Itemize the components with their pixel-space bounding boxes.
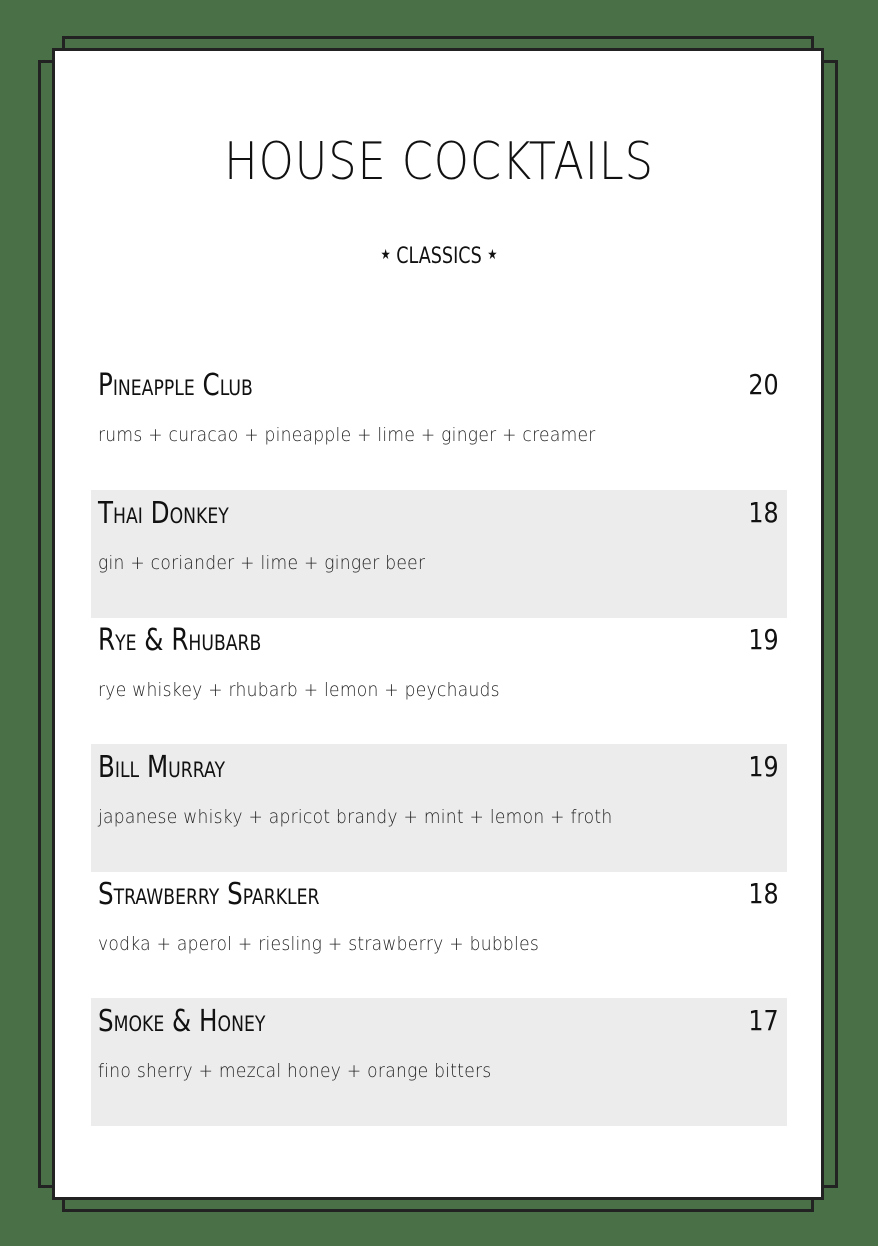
- item-name: Rye & Rhubarb: [98, 623, 262, 658]
- menu-item: [91, 998, 787, 1126]
- star-icon: ★: [487, 247, 498, 263]
- item-name: Pineapple Club: [98, 368, 253, 403]
- item-price: 18: [748, 877, 779, 910]
- item-ingredients: vodka + aperol + riesling + strawberry + bubbles: [98, 933, 540, 955]
- menu-item: [91, 490, 787, 618]
- menu-item: [91, 871, 787, 999]
- item-price: 18: [748, 496, 779, 529]
- section-label: CLASSICS: [396, 244, 482, 269]
- item-ingredients: rums + curacao + pineapple + lime + ginger + creamer: [98, 424, 596, 446]
- item-ingredients: fino sherry + mezcal honey + orange bitters: [98, 1060, 492, 1082]
- star-icon: ★: [380, 247, 391, 263]
- item-price: 17: [748, 1004, 779, 1037]
- menu-title: HOUSE COCKTAILS: [224, 132, 654, 192]
- item-ingredients: japanese whisky + apricot brandy + mint + lemon + froth: [98, 806, 613, 828]
- item-ingredients: rye whiskey + rhubarb + lemon + peychauds: [98, 679, 500, 701]
- section-heading: [88, 244, 790, 269]
- menu-item: [91, 617, 787, 745]
- item-price: 19: [748, 750, 779, 783]
- item-name: Thai Donkey: [98, 496, 229, 531]
- item-ingredients: gin + coriander + lime + ginger beer: [98, 552, 426, 574]
- item-name: Strawberry Sparkler: [98, 877, 320, 912]
- item-name: Bill Murray: [98, 750, 225, 785]
- item-name: Smoke & Honey: [98, 1004, 266, 1039]
- menu-item: [91, 362, 787, 490]
- item-price: 19: [748, 623, 779, 656]
- item-price: 20: [748, 368, 779, 401]
- menu-item: [91, 744, 787, 872]
